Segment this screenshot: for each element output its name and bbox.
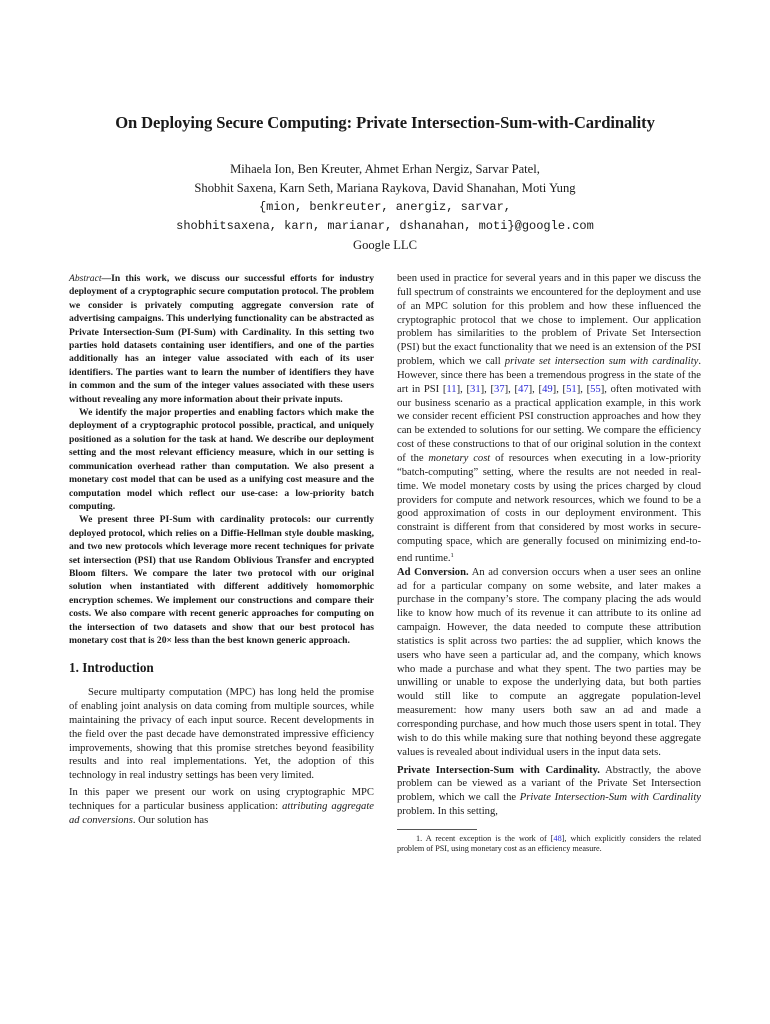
citation-link[interactable]: 48	[553, 833, 562, 843]
right-p1-emphasis-2: monetary cost	[428, 452, 491, 464]
footnote-number: 1.	[416, 833, 423, 843]
abstract-paragraph-1	[69, 272, 374, 406]
intro-paragraph-1: Secure multiparty computation (MPC) has long held the promise of enabling joint analysis on data coming from multiple sources, while maintaining the privacy of each input source. Recent developments in the field over the past decade have demonstrated impressive efficiency improvements, showing that this promise stretches beyond feasibility results and into real implementations. Yet, the adoption of this technology in real industry settings has been very limited.	[69, 687, 374, 782]
right-p1-text-d: of resources when executing in a low-priority “batch-computing” setting, where the results are not needed in real-time. We model monetary costs by using the prices charged by cloud providers for compute and network resources, which we found to be a good approximation of costs in our deployment environment. This constraint is different from that considered by most works in secure-computing space, which are generally focused on minimizing end-to-end runtime.	[397, 452, 701, 564]
footnote-marker[interactable]: 1	[450, 551, 454, 559]
intro-p2-text-b: . Our solution has	[132, 814, 209, 826]
citation-link[interactable]: 31	[470, 383, 481, 395]
affiliation: Google LLC	[352, 238, 417, 252]
abstract-paragraph-2: We identify the major properties and enabling factors which make the deployment of a cryptographic protocol possible, practical, and uniquely positioned as a solution for the task at hand. We describe our deployment setting and the most relevant efficiency measure, which in our setting is communication overhead rather than computation. We also present a monetary cost model that can be used as a unifying cost measure and the computation model which reflect our use-case: a low-priority batch computing.	[69, 407, 374, 512]
right-paragraph-1: been used in practice for several years and in this paper we discuss the full spectrum of constraints we encountered for the deployment and use of an MPC solution for this problem and how these influenced the cryptographic protocol that we chose to implement. Our application problem has similarities to the problem of Private Set Intersection (PSI) but the exact functionality that we need is an extension of the PSI problem, which we call private set intersection sum with cardinality. However, since there has been a tremendous progress in the state of the art in PSI [11], [31], [37], [47], [49], [51], [55], often motivated with our business scenario as a practical application example, in this work we consider recent efficient PSI construction approaches and how they can be extended to solutions for our setting. We compare the efficiency cost of these constructions to that of our original solution in the context of the monetary cost of resources when executing in a low-priority “batch-computing” setting, where the results are not needed in real-time. We model monetary costs by using the prices charged by cloud providers for compute and network resources, which we found to be a good approximation of costs in our deployment environment. This constraint is different from that considered by most works in secure-computing space, which are generally focused on minimizing end-to-end runtime.$^1$	[397, 273, 701, 564]
footnote-text-b: ], which explicitly considers the related problem of PSI, using monetary cost as an efficiency measure.	[397, 833, 701, 854]
pi-sum-text-b: problem. In this setting,	[397, 806, 498, 818]
citation-link[interactable]: 55	[590, 383, 601, 395]
citation-link[interactable]: 51	[566, 383, 577, 395]
section-heading-introduction: 1. Introduction	[69, 660, 154, 676]
intro-paragraph-2	[69, 786, 374, 828]
right-paragraph-ad-conversion	[397, 566, 701, 760]
pi-sum-emphasis: Private Intersection-Sum with Cardinality	[519, 792, 701, 804]
citation-link[interactable]: 37	[494, 383, 505, 395]
intro-p2-emphasis: attributing aggregate ad conversions	[69, 800, 374, 826]
citation-link[interactable]: 49	[542, 383, 553, 395]
authors-line-1: Mihaela Ion, Ben Kreuter, Ahmet Erhan Nergiz, Sarvar Patel,	[230, 162, 540, 176]
right-p1-text-c: ], often motivated with our business scenario as a practical application example, in this work we consider recent efficient PSI construction approaches and how they can be extended to solutions for our setting. We compare the efficiency cost of these constructions to that of our original solution in the context of the	[397, 383, 701, 464]
emails-line-1: {mion, benkreuter, anergiz, sarvar,	[258, 200, 512, 214]
citation-link[interactable]: 11	[446, 383, 457, 395]
right-p1-text-a: been used in practice for several years and in this paper we discuss the full spectrum of constraints we encountered for the deployment and use of an MPC solution for this problem and how these influenced the cryptographic protocol that we chose to implement. Our application problem has similarities to the problem of Private Set Intersection (PSI) but the exact functionality that we need is an extension of the PSI problem, which we call	[397, 273, 701, 368]
footnote-1	[397, 834, 701, 855]
left-column	[69, 272, 374, 828]
runin-heading-ad-conversion: Ad Conversion.	[397, 566, 469, 578]
right-p1-emphasis: private set intersection sum with cardinality	[504, 356, 699, 368]
abstract-text-1: —In this work, we discuss our successful efforts for industry deployment of a cryptographic secure computation protocol. The problem we consider is privately computing aggregate conversion rate of advertising campaigns. This underlying functionality can be abstracted as Private Intersection-Sum (PI-Sum) with Cardinality. In this setting two parties hold datasets containing user identifiers, and one of the parties additionally has an integer value associated with each of its user identifiers. The parties want to learn the number of identifiers they have in common and the sum of the integer values associated with these users without revealing any more information about their private inputs.	[69, 273, 374, 405]
pi-sum-text-a: Abstractly, the above problem can be viewed as a variant of the Private Set Intersection problem, which we call the	[397, 764, 701, 804]
intro-p2-text-a: In this paper we present our work on using cryptographic MPC techniques for a particular business application:	[69, 787, 374, 812]
paper-title: On Deploying Secure Computing: Private Intersection-Sum-with-Cardinality	[115, 113, 655, 132]
runin-heading-pi-sum: Private Intersection-Sum with Cardinality.	[397, 764, 600, 776]
ad-conversion-text: An ad conversion occurs when a user sees an online ad for a particular company on some website, and later makes a purchase in the company’s store. The company placing the ads would like to know how much of its revenue it can attribute to its online ad campaign. However, the data needed to compute these attribution statistics is split across two parties: the ad supplier, which knows the users who have seen a particular ad, and the company, which knows who made a purchase and what they spent. The two parties may be unwilling or unable to expose the underlying data, but both parties would still like to compute an aggregate population-level measurement: how many users both saw an ad and made a corresponding purchase, and how much those users spent in total. They wish to do this while making sure that nothing beyond these aggregate values is revealed about individual users in the input data sets.	[397, 566, 701, 758]
footnote-text-a: A recent exception is the work of [	[422, 833, 554, 843]
abstract	[69, 272, 374, 647]
author-block	[0, 160, 770, 255]
introduction-body	[69, 686, 374, 827]
footnote-divider	[397, 829, 477, 830]
right-paragraph-pi-sum	[397, 764, 701, 819]
authors-line-2: Shobhit Saxena, Karn Seth, Mariana Raykova, David Shanahan, Moti Yung	[194, 181, 576, 195]
right-p1-text-b: . However, since there has been a tremendous progress in the state of the art in PSI [	[397, 356, 701, 395]
citation-link[interactable]: 47	[518, 383, 529, 395]
right-column	[397, 272, 701, 855]
abstract-label: Abstract	[69, 273, 102, 284]
abstract-paragraph-3: We present three PI-Sum with cardinality protocols: our currently deployed protocol, which relies on a Diffie-Hellman style double masking, and two new protocols which leverage more recent techniques for private set intersection (PSI) that use Random Oblivious Transfer and encrypted Bloom filters. We compare the later two protocol with our original solution when instantiated with different additively homomorphic encryption schemes. We implement our constructions and compare their costs. We also compare with recent generic approaches for computing on the intersection of two datasets and show that our best protocol has monetary cost that is 20× less than the best known generic approach.	[69, 514, 374, 646]
emails-line-2: shobhitsaxena, karn, marianar, dshanahan, moti}@google.com	[176, 219, 594, 233]
